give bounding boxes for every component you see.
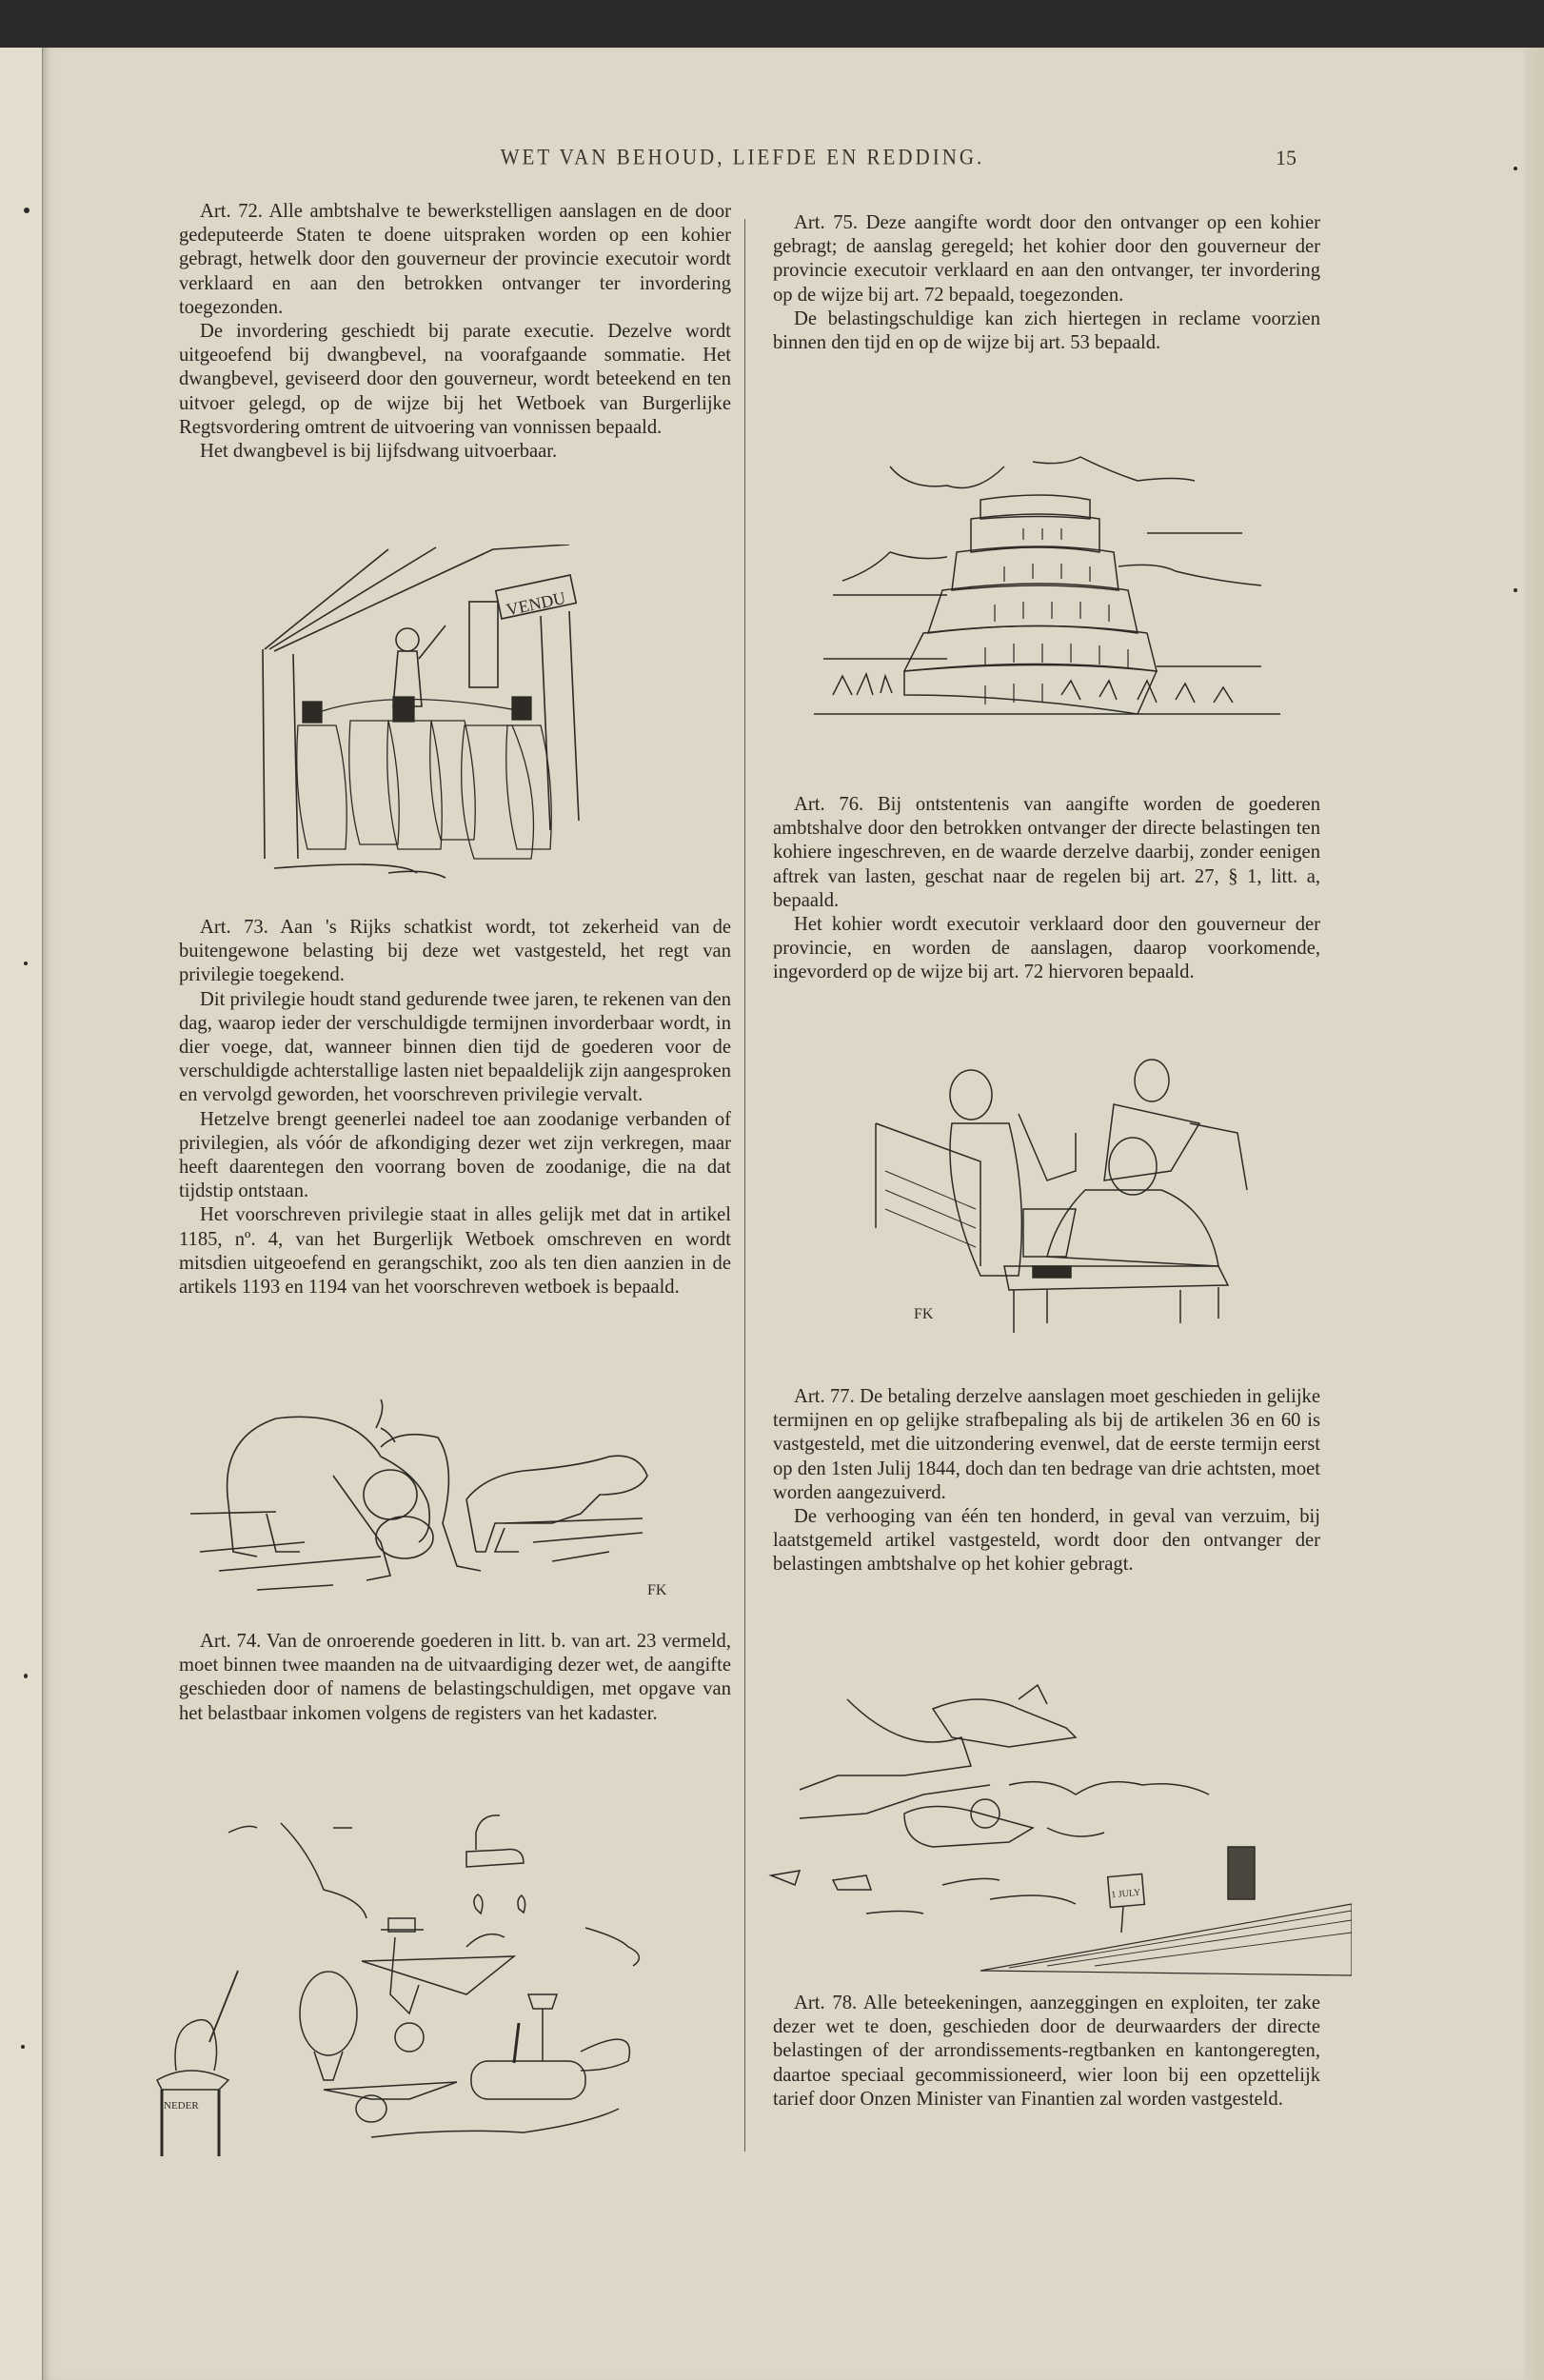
article-label: Art. 78.: [794, 1993, 858, 2013]
article-paragraph: Dit privilegie houdt stand gedurende twee jaren, te rekenen van den dag, waarop ieder der verschuldigde termijnen invorderbaar wordt, in dier voege, dat, wanneer binnen dien tijd de goederen voor de verschuldigde achterstallige lasten niet bepaaldelijk zijn aangesproken en vervolgd geworden, het voorschreven privilegie vervalt.: [179, 988, 731, 1106]
article-label: Art. 77.: [794, 1386, 855, 1407]
article-paragraph: Bij ontstentenis van aangifte worden de goederen ambtshalve door den betrokken ontvanger der directe belastingen ten kohiere ingeschreven, en de waarde derzelve daarbij, zonder eenigen aftrek van lasten, geschat naar de regelen bij art. 27, § 1, litt. a, bepaald.: [773, 794, 1320, 911]
article-76: [773, 793, 1320, 985]
article-paragraph: Aan 's Rijks schatkist wordt, tot zekerheid van de buitengewone belasting bij deze wet vastgesteld, het regt van privilegie toegekend.: [179, 917, 732, 986]
ink-speck: [24, 1674, 28, 1678]
flying-figures-rooftop-illustration: [762, 1671, 1352, 1980]
article-paragraph: Van de onroerende goederen in litt. b. van art. 23 vermeld, moet binnen twee maanden na de uitvaardiging dezer wet, de aangifte geschieden door of namens de belastingschuldigen, met opgave van het belastbaar inkomen volgens de registers van het kadaster.: [179, 1631, 731, 1724]
tower-of-babel-illustration: [814, 438, 1290, 724]
article-label: Art. 73.: [200, 917, 268, 938]
article-74: [179, 1630, 731, 1726]
auction-crowd-illustration: [255, 545, 617, 892]
article-label: Art. 75.: [794, 212, 858, 233]
article-label: Art. 76.: [794, 794, 864, 815]
clerks-at-desk-illustration: [857, 1057, 1266, 1342]
article-paragraph: Deze aangifte wordt door den ontvanger op een kohier gebragt; de aanslag geregeld; het kohier door den gouverneur der provincie executoir verklaard en aan den ontvanger, ter invordering op de wijze bij art. 72 bepaald, toegezonden.: [773, 212, 1320, 306]
illustrator-signature: FK: [647, 1582, 667, 1598]
article-72: [179, 200, 731, 464]
ink-speck: [24, 962, 28, 965]
previous-page-edge: [0, 48, 46, 2380]
flying-machines-illustration: [143, 1795, 733, 2161]
article-paragraph: Het dwangbevel is bij lijfsdwang uitvoerbaar.: [200, 441, 558, 463]
article-paragraph: De verhooging van één ten honderd, in geval van verzuim, bij laatstgemeld artikel vastgesteld, wordt door den ontvanger der belastingen ambtshalve op het kohier gebragt.: [773, 1506, 1320, 1576]
article-77: [773, 1385, 1320, 1577]
article-75: [773, 211, 1320, 355]
article-label: Art. 72.: [200, 201, 263, 222]
article-73: [179, 916, 731, 1299]
page-number: 15: [1276, 146, 1297, 169]
vendu-sign: VENDU: [505, 587, 567, 620]
ink-speck: [1514, 588, 1517, 592]
running-title: WET VAN BEHOUD, LIEFDE EN REDDING.: [500, 144, 985, 170]
column-inscription: NEDER: [164, 2100, 199, 2112]
article-paragraph: Alle beteekeningen, aanzeggingen en exploiten, ter zake dezer wet te doen, geschieden door de deurwaarders der directe belastingen of der arrondissements-regtbanken en kantongeregten, daartoe speciaal gecommissioneerd, wier loon bij een opzettelijk tarief door Onzen Minister van Finantien zal worden vastgesteld.: [773, 1993, 1320, 2110]
article-paragraph: Alle ambtshalve te bewerkstelligen aanslagen en de door gedeputeerde Staten te doene uitspraken worden op een kohier gebragt, hetwelk door den gouverneur der provincie executoir wordt verklaard en aan den betrokken ontvanger ter invordering toegezonden.: [179, 201, 731, 318]
article-paragraph: Het kohier wordt executoir verklaard door den gouverneur der provincie, en worden de aanslagen, daarop voorkomende, ingevorderd op de wijze bij art. 72 hiervoren bepaald.: [773, 914, 1320, 983]
ink-speck: [24, 208, 30, 213]
article-paragraph: Hetzelve brengt geenerlei nadeel toe aan zoodanige verbanden of privilegien, als vóór de afkondiging dezer wet zijn verkregen, maar heeft daarentegen den voorrang boven de zoodanige, die na dat tijdstip ontstaan.: [179, 1108, 731, 1202]
article-label: Art. 74.: [200, 1631, 262, 1652]
article-paragraph: De invordering geschiedt bij parate executie. Dezelve wordt uitgeoefend bij dwangbevel, na voorafgaande sommatie. Het dwangbevel, geviseerd door den gouverneur, wordt beteekend en ten uitvoer gelegd, op de wijze bij het Wetboek van Burgerlijke Regtsvordering omtrent de uitvoering van vonnissen bepaald.: [179, 321, 731, 438]
ink-speck: [1514, 167, 1517, 170]
ink-speck: [21, 2045, 25, 2049]
date-sign: 1 JULY: [1110, 1887, 1141, 1901]
dogs-illustration: [190, 1399, 709, 1604]
page-edge: [1524, 48, 1544, 2380]
article-paragraph: De belastingschuldige kan zich hiertegen in reclame voorzien binnen den tijd en op de wijze bij art. 53 bepaald.: [773, 307, 1320, 354]
article-78: [773, 1992, 1320, 2112]
column-divider: [744, 219, 745, 2152]
article-paragraph: Het voorschreven privilegie staat in alles gelijk met dat in artikel 1185, nº. 4, van het Burgerlijk Wetboek omschreven en wordt mitsdien uitgeoefend en gerangschikt, zoo als ten dien aanzien in de artikels 1193 en 1194 van het voorschreven wetboek is bepaald.: [179, 1204, 731, 1299]
article-paragraph: De betaling derzelve aanslagen moet geschieden in gelijke termijnen en op gelijke strafbepaling als bij de artikelen 36 en 60 is vastgesteld, met die uitzondering evenwel, dat de eerste termijn eerst op den 1sten Julij 1844, doch dan ten bedrage van drie achtsten, moet worden aangezuiverd.: [773, 1386, 1320, 1503]
illustrator-signature: FK: [914, 1306, 934, 1322]
